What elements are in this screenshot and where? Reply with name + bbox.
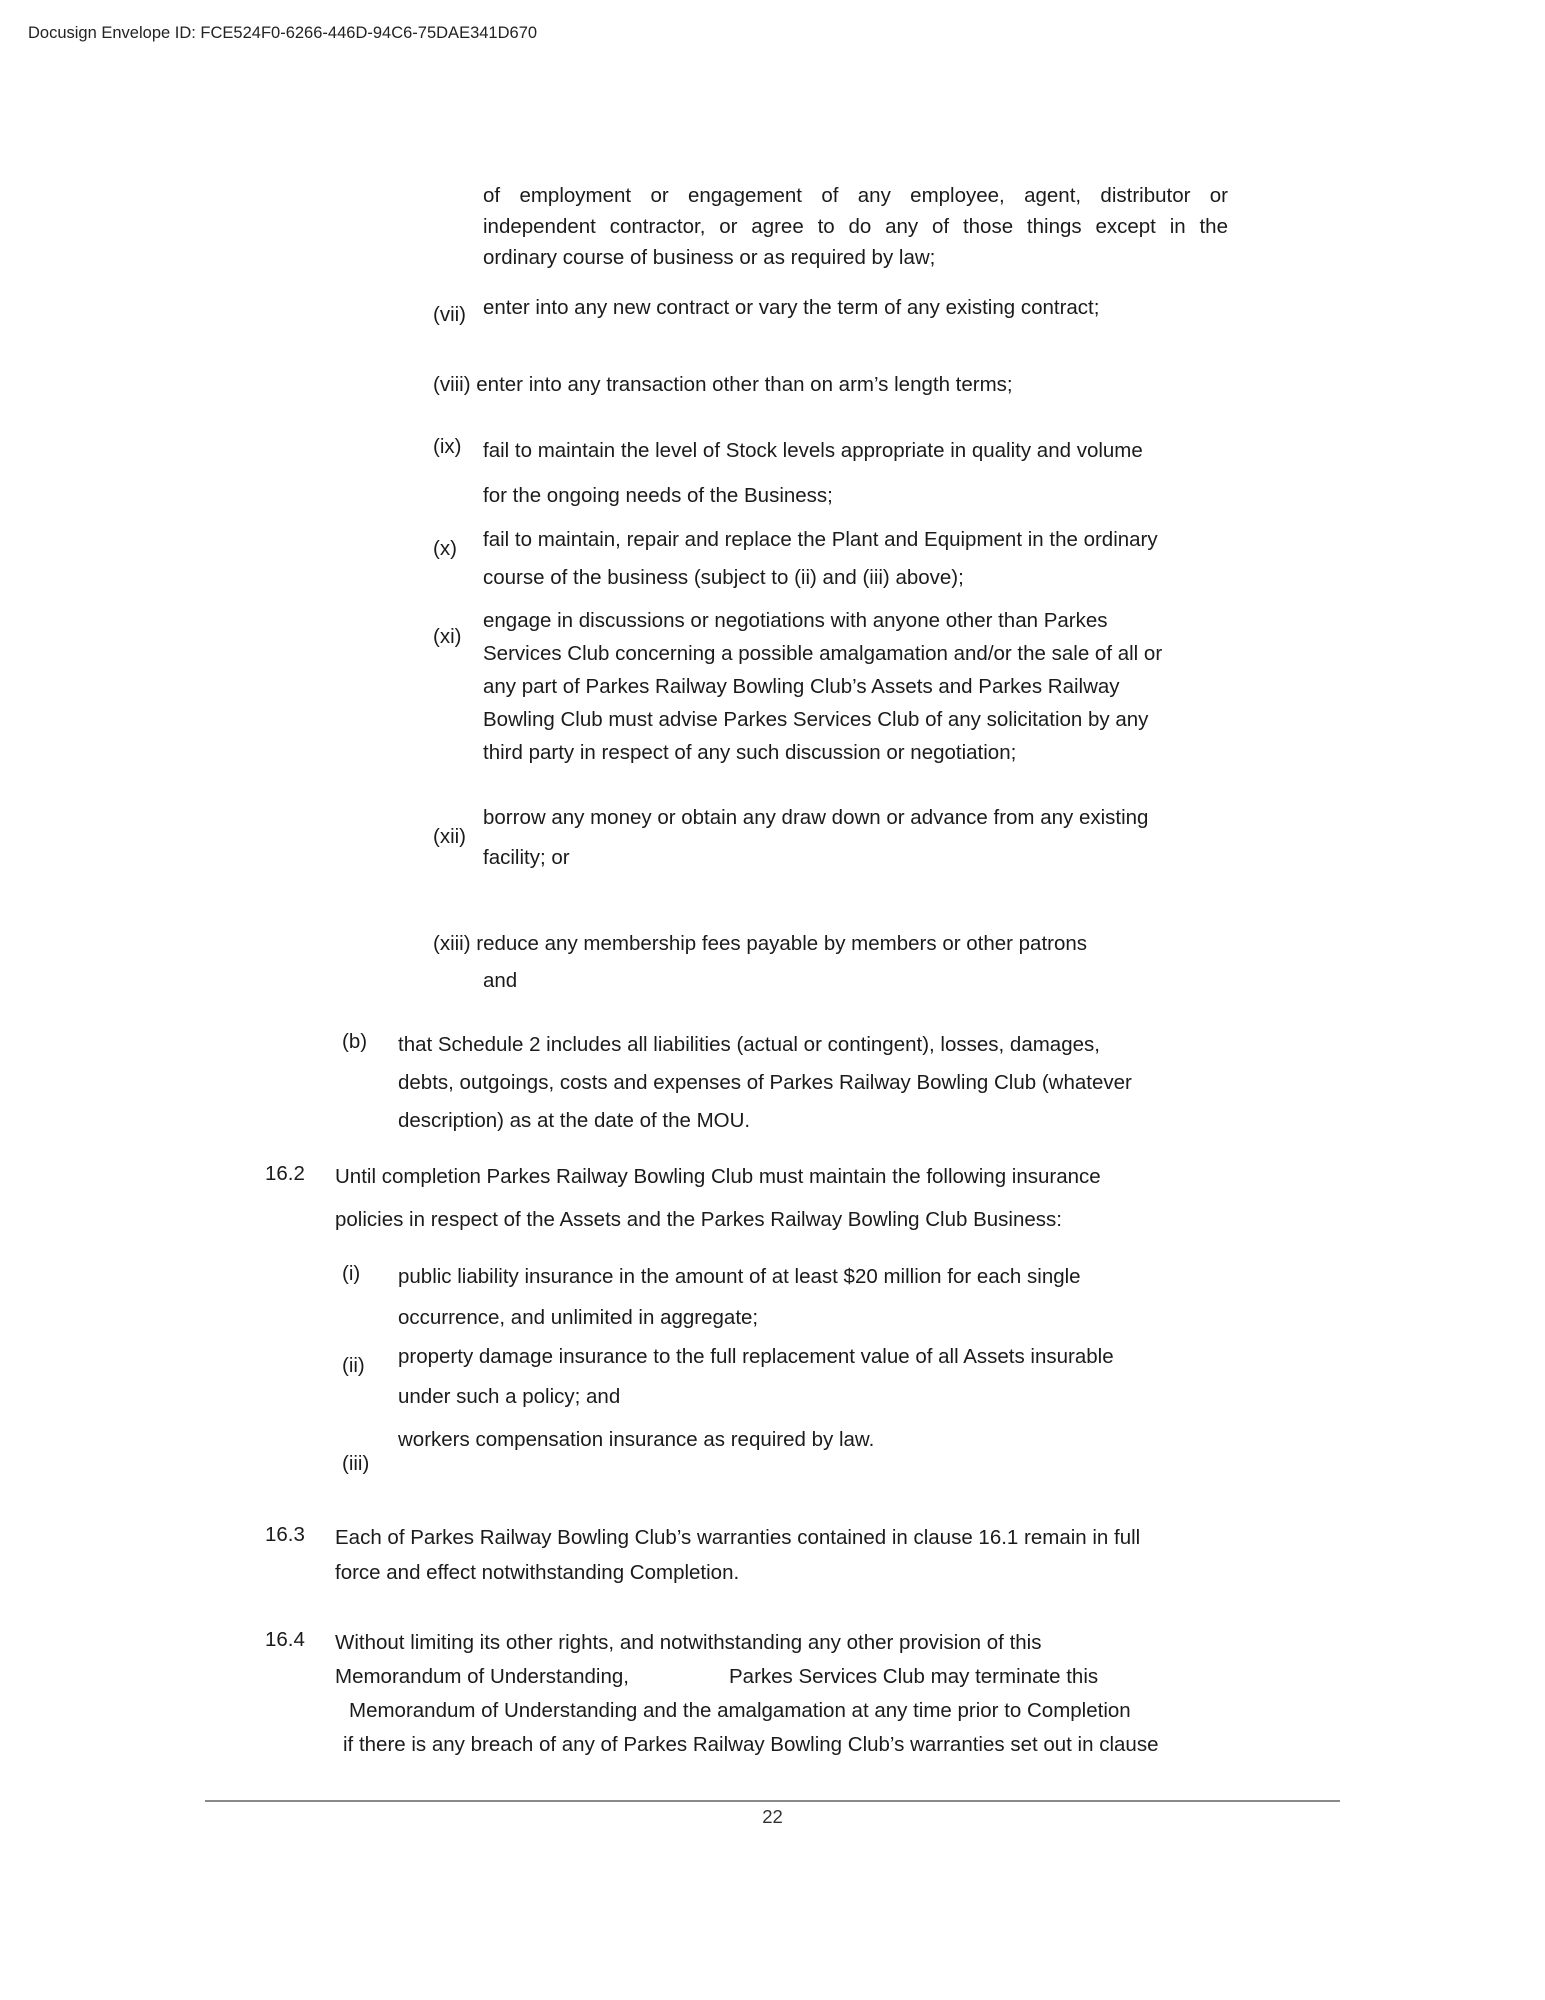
item-vii-label: (vii) — [433, 303, 467, 326]
text-line: description) as at the date of the MOU. — [398, 1109, 751, 1132]
text-line: fail to maintain the level of Stock levels appropriate in quality and volume — [483, 439, 1143, 462]
text-line: third party in respect of any such discussion or negotiation; — [483, 741, 1017, 764]
footer-rule — [205, 1800, 1340, 1802]
text-line: fail to maintain, repair and replace the Plant and Equipment in the ordinary — [483, 528, 1158, 551]
item-xiii-text: reduce any membership fees payable by members or other patrons — [476, 932, 1088, 955]
docusign-envelope-id: Docusign Envelope ID: FCE524F0-6266-446D-94C6-75DAE341D670 — [28, 24, 538, 42]
text-line: any part of Parkes Railway Bowling Club’s Assets and Parkes Railway — [483, 675, 1120, 698]
text-line: workers compensation insurance as required by law. — [398, 1428, 875, 1451]
clause-16-4-number: 16.4 — [265, 1628, 305, 1651]
text-line: debts, outgoings, costs and expenses of Parkes Railway Bowling Club (whatever — [398, 1071, 1132, 1094]
item-i-text — [398, 1256, 1081, 1338]
text-segment: Memorandum of Understanding, — [335, 1665, 629, 1688]
item-viii-label: (viii) — [433, 373, 471, 396]
item-xiii-label: (xiii) — [433, 932, 471, 955]
text-line: of employment or engagement of any employee, agent, distributor or — [483, 184, 1228, 207]
text-line: property damage insurance to the full replacement value of all Assets insurable — [398, 1345, 1114, 1368]
text-line: Until completion Parkes Railway Bowling Club must maintain the following insurance — [335, 1165, 1101, 1188]
text-line: and — [483, 969, 518, 992]
text-line: Without limiting its other rights, and notwithstanding any other provision of this — [335, 1631, 1042, 1654]
text-line: Each of Parkes Railway Bowling Club’s warranties contained in clause 16.1 remain in full — [335, 1526, 1141, 1549]
item-i-label: (i) — [342, 1262, 361, 1285]
text-line: public liability insurance in the amount of at least $20 million for each single — [398, 1265, 1081, 1288]
item-viii — [433, 370, 1013, 400]
item-ix-label: (ix) — [433, 435, 462, 458]
item-xi-text — [483, 604, 1162, 769]
text-line: under such a policy; and — [398, 1385, 621, 1408]
text-line: policies in respect of the Assets and the Parkes Railway Bowling Club Business: — [335, 1208, 1062, 1231]
item-ii-text — [398, 1337, 1114, 1417]
text-line: force and effect notwithstanding Completion. — [335, 1561, 740, 1584]
text-line: independent contractor, or agree to do any of those things except in the — [483, 215, 1228, 238]
text-line: if there is any breach of any of Parkes Railway Bowling Club’s warranties set out in clause — [343, 1733, 1159, 1756]
text-segment: Parkes Services Club may terminate this — [729, 1665, 1099, 1688]
text-line — [335, 1660, 1158, 1694]
item-iii-text — [398, 1425, 874, 1455]
clause-16-2-text — [335, 1155, 1101, 1241]
intro-paragraph — [483, 180, 1228, 273]
text-line: Services Club concerning a possible amalgamation and/or the sale of all or — [483, 642, 1163, 665]
text-line: facility; or — [483, 846, 570, 869]
item-x-text — [483, 521, 1158, 597]
text-line: occurrence, and unlimited in aggregate; — [398, 1306, 759, 1329]
item-viii-text: enter into any transaction other than on arm’s length terms; — [476, 373, 1013, 396]
text-line: that Schedule 2 includes all liabilities (actual or contingent), losses, damages, — [398, 1033, 1100, 1056]
text-line: Bowling Club must advise Parkes Services Club of any solicitation by any — [483, 708, 1149, 731]
item-xii-label: (xii) — [433, 825, 467, 848]
text-line: borrow any money or obtain any draw down or advance from any existing — [483, 806, 1149, 829]
clause-16-4-text — [335, 1626, 1158, 1762]
item-xi-label: (xi) — [433, 625, 462, 648]
item-b-label: (b) — [342, 1030, 368, 1053]
text-line: for the ongoing needs of the Business; — [483, 484, 833, 507]
item-b-text — [398, 1026, 1132, 1140]
item-ii-label: (ii) — [342, 1354, 365, 1377]
item-vii-text — [483, 293, 1099, 323]
text-line: Memorandum of Understanding and the amalgamation at any time prior to Completion — [349, 1699, 1131, 1722]
item-ix-text — [483, 428, 1143, 518]
text-line: ordinary course of business or as required by law; — [483, 246, 936, 269]
item-iii-label: (iii) — [342, 1452, 370, 1475]
page-number: 22 — [762, 1806, 783, 1827]
item-x-label: (x) — [433, 537, 457, 560]
item-xii-text — [483, 798, 1148, 878]
text-line: course of the business (subject to (ii) and (iii) above); — [483, 566, 964, 589]
clause-16-3-text — [335, 1520, 1140, 1590]
text-line: engage in discussions or negotiations with anyone other than Parkes — [483, 609, 1108, 632]
clause-16-2-number: 16.2 — [265, 1162, 305, 1185]
clause-16-3-number: 16.3 — [265, 1523, 305, 1546]
item-xiii — [433, 925, 1087, 999]
text-line: enter into any new contract or vary the term of any existing contract; — [483, 296, 1100, 319]
